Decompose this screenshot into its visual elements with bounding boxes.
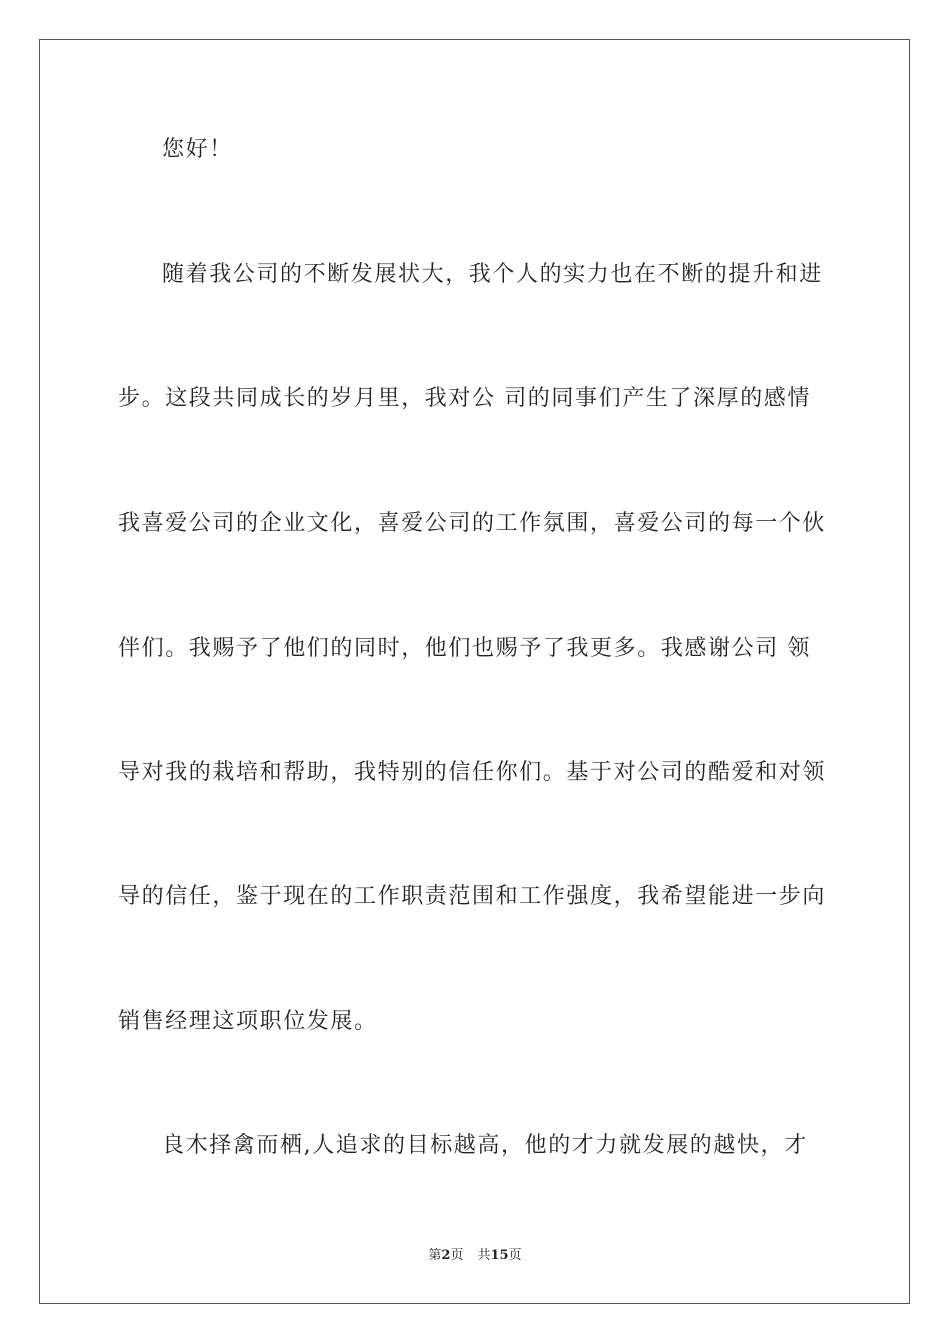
current-page-number: 2: [441, 1248, 451, 1263]
page-suffix: 页: [450, 1248, 464, 1263]
page-border: [39, 39, 910, 1304]
total-pages-number: 15: [490, 1248, 509, 1263]
paragraph-1-line-2: 步。这段共同成长的岁月里，我对公 司的同事们产生了深厚的感情: [118, 386, 811, 411]
page-prefix: 第: [428, 1248, 442, 1263]
page-footer: [0, 1248, 950, 1264]
paragraph-1-line-3: 我喜爱公司的企业文化，喜爱公司的工作氛围，喜爱公司的每一个伙: [118, 511, 827, 536]
greeting-line: 您好！: [162, 137, 233, 162]
paragraph-1-line-4: 伴们。我赐予了他们的同时，他们也赐予了我更多。我感谢公司 领: [118, 636, 811, 661]
total-prefix: 共: [477, 1248, 491, 1263]
paragraph-1-line-5: 导对我的栽培和帮助，我特别的信任你们。基于对公司的酷爱和对领: [118, 760, 827, 785]
paragraph-1-line-6: 导的信任，鉴于现在的工作职责范围和工作强度，我希望能进一步向: [118, 884, 827, 909]
paragraph-1-line-1: 随着我公司的不断发展状大，我个人的实力也在不断的提升和进: [162, 262, 823, 287]
total-suffix: 页: [508, 1248, 522, 1263]
paragraph-2-line-1: 良木择禽而栖,人追求的目标越高，他的才力就发展的越快，才: [162, 1133, 808, 1158]
paragraph-1-line-7: 销售经理这项职位发展。: [118, 1009, 378, 1034]
